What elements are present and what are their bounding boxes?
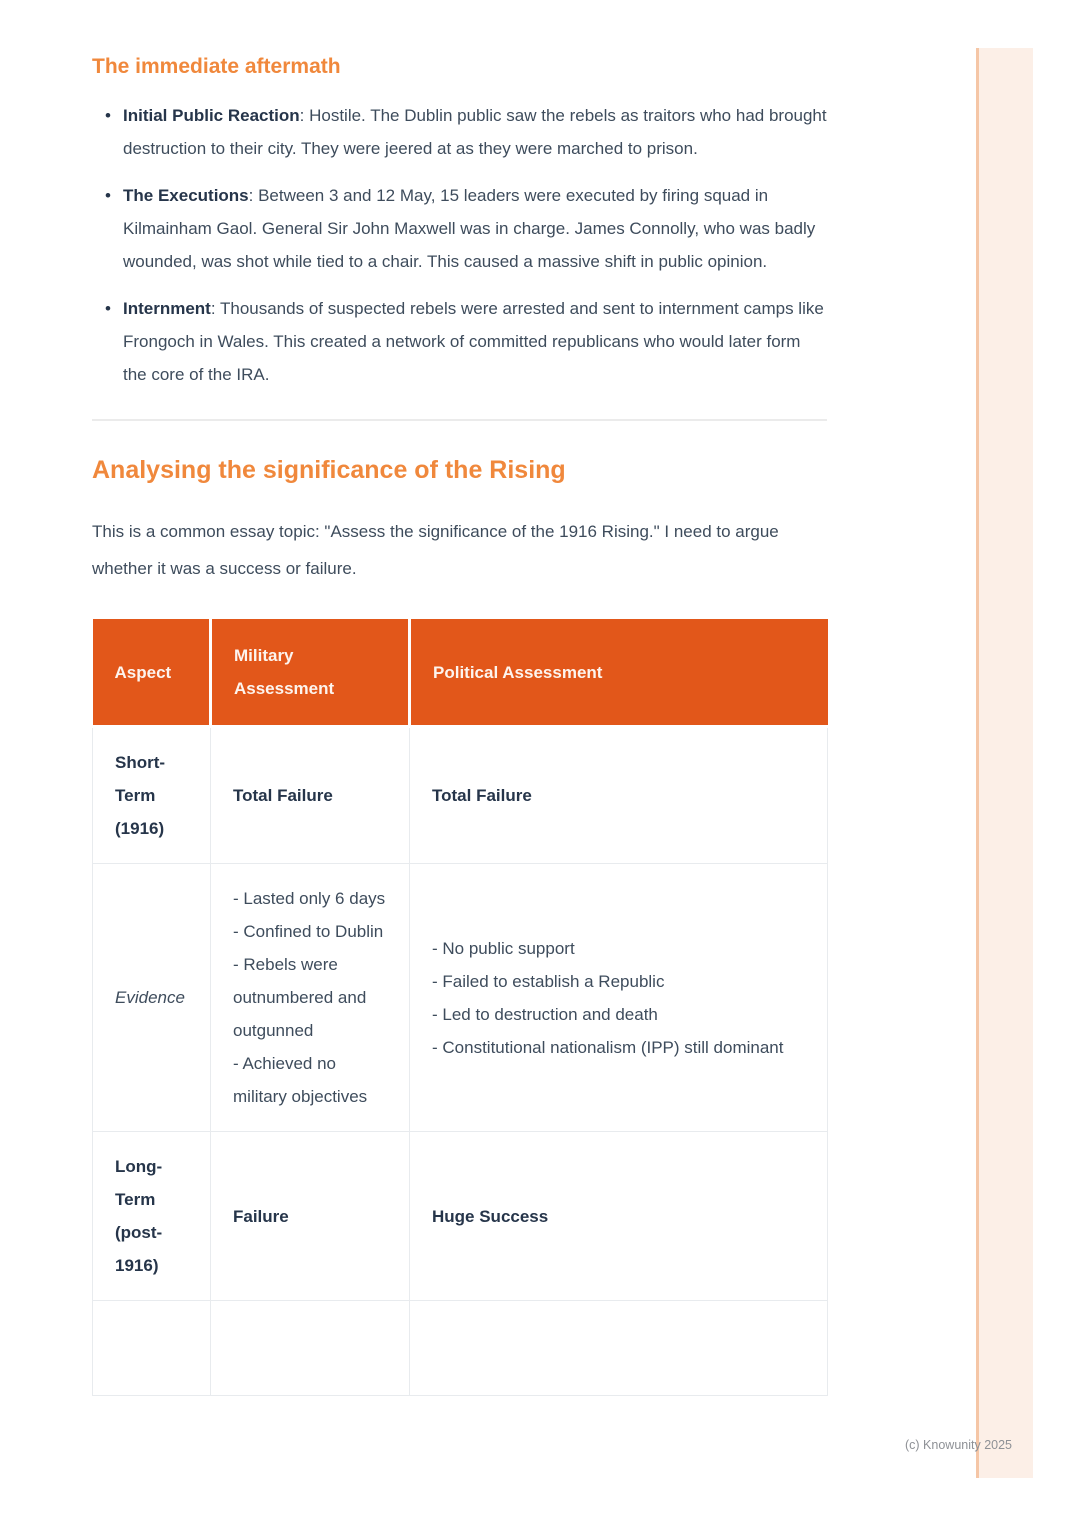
evidence-item: - Led to destruction and death	[432, 1004, 658, 1024]
bullet-the-executions	[92, 179, 827, 278]
table-row-long-term	[93, 1132, 828, 1301]
significance-intro: This is a common essay topic: "Assess the significance of the 1916 Rising." I need to argue whether it was a success or failure.	[92, 522, 779, 578]
evidence-item: - Constitutional nationalism (IPP) still dominant	[432, 1037, 784, 1057]
evidence-item: - Lasted only 6 days	[233, 889, 386, 908]
assessment-table	[92, 619, 828, 1396]
bullet-term: Initial Public Reaction	[123, 106, 300, 125]
cell-partial	[410, 1301, 828, 1396]
evidence-item: - Rebels were outnumbered and outgunned	[233, 955, 367, 1040]
column-header-aspect: Aspect	[93, 619, 211, 727]
column-header-political-assessment: Political Assessment	[410, 619, 828, 727]
cell-partial	[93, 1301, 211, 1396]
aftermath-section-title: The immediate aftermath	[92, 55, 341, 78]
significance-section-title: Analysing the significance of the Rising	[92, 456, 566, 484]
bullet-term: The Executions	[123, 186, 249, 205]
table-row-short-term	[93, 727, 828, 864]
column-header-military-assessment: Military Assessment	[211, 619, 410, 727]
copyright-note: (c) Knowunity 2025	[905, 1438, 1013, 1452]
cell-long-term-aspect: Long-Term (post-1916)	[93, 1132, 211, 1301]
evidence-item: - No public support	[432, 938, 575, 958]
evidence-item: - Confined to Dublin	[233, 922, 384, 941]
aftermath-bullet-list	[92, 99, 827, 391]
bullet-text: : Between 3 and 12 May, 15 leaders were executed by firing squad in Kilmainham Gaol. General Sir John Maxwell was in charge. James Connolly, who was badly wounded, was shot while tied to a chair. This caused a massive shift in public opinion.	[123, 186, 816, 271]
table-row-partial	[93, 1301, 828, 1396]
cell-evidence-aspect: Evidence	[93, 864, 211, 1132]
bullet-internment	[92, 292, 827, 391]
cell-evidence-political	[410, 864, 828, 1132]
table-row-evidence	[93, 864, 828, 1132]
cell-short-term-political: Total Failure	[410, 727, 828, 864]
page-bottom-fade	[88, 1440, 831, 1490]
section-divider	[92, 419, 827, 421]
bullet-term: Internment	[123, 299, 211, 318]
cell-long-term-military: Failure	[211, 1132, 410, 1301]
cell-short-term-military: Total Failure	[211, 727, 410, 864]
page-edge-stripe	[976, 48, 1033, 1478]
bullet-text: : Hostile. The Dublin public saw the rebels as traitors who had brought destruction to their city. They were jeered at as they were marched to prison.	[123, 106, 827, 158]
evidence-item: - Failed to establish a Republic	[432, 971, 665, 991]
cell-partial	[211, 1301, 410, 1396]
bullet-initial-public-reaction	[92, 99, 827, 165]
bullet-text: : Thousands of suspected rebels were arrested and sent to internment camps like Frongoch in Wales. This created a network of committed republicans who would later form the core of the IRA.	[123, 299, 824, 384]
table-header-row	[93, 619, 828, 727]
evidence-item: - Achieved no military objectives	[233, 1054, 368, 1106]
cell-long-term-political: Huge Success	[410, 1132, 828, 1301]
document-content	[92, 0, 827, 1396]
cell-evidence-military	[211, 864, 410, 1132]
cell-short-term-aspect: Short-Term (1916)	[93, 727, 211, 864]
